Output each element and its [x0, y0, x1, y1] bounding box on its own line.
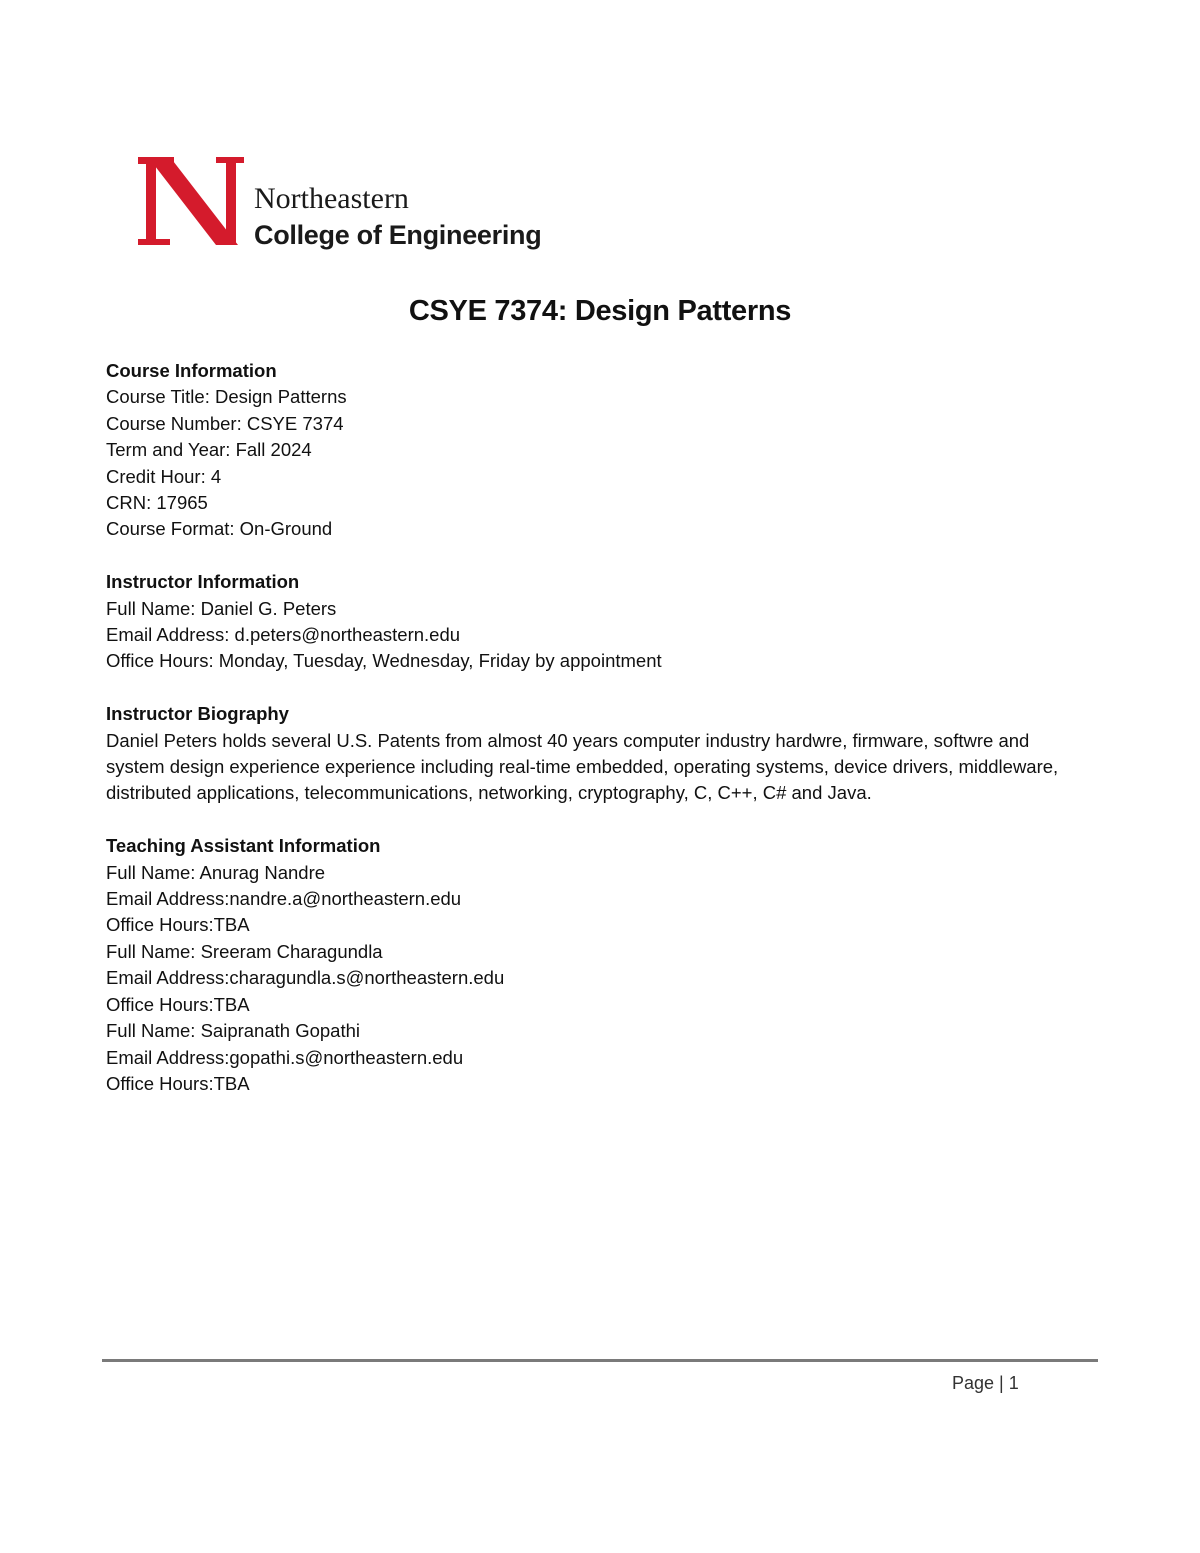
instructor-biography-section	[106, 701, 1086, 807]
n-monogram-icon	[134, 155, 244, 255]
section-heading: Teaching Assistant Information	[106, 835, 381, 857]
footer-divider	[102, 1359, 1098, 1362]
ta-name-line: Full Name: Anurag Nandre	[106, 861, 326, 883]
crn-line: CRN: 17965	[106, 492, 208, 514]
instructor-email-line: Email Address: d.peters@northeastern.edu	[106, 624, 461, 646]
course-number-line: Course Number: CSYE 7374	[106, 412, 344, 434]
credit-hour-line: Credit Hour: 4	[106, 465, 222, 487]
course-title-line: Course Title: Design Patterns	[106, 386, 347, 408]
section-heading: Course Information	[106, 360, 277, 381]
instructor-name-line: Full Name: Daniel G. Peters	[106, 597, 337, 619]
ta-office-hours-line: Office Hours:TBA	[106, 993, 250, 1015]
teaching-assistant-section	[106, 833, 1086, 1097]
biography-paragraph: Daniel Peters holds several U.S. Patents from almost 40 years computer industry hardwre, firmware, softwre and system design experience experience including real-time embedded, operating systems, device drivers, middleware, distributed applications, telecommunications, networking, cryptography, C, C++, C# and Java.	[106, 729, 1059, 804]
logo-university-name: Northeastern	[254, 182, 409, 215]
document-body	[106, 358, 1086, 1124]
ta-email-line: Email Address:nandre.a@northeastern.edu	[106, 888, 462, 910]
document-title: CSYE 7374: Design Patterns	[408, 295, 792, 327]
course-information-section	[106, 358, 1086, 543]
section-heading: Instructor Information	[106, 571, 300, 593]
northeastern-logo	[134, 155, 574, 255]
ta-name-line: Full Name: Saipranath Gopathi	[106, 1020, 360, 1042]
course-format-line: Course Format: On-Ground	[106, 518, 333, 540]
ta-email-line: Email Address:charagundla.s@northeastern.edu	[106, 967, 505, 989]
ta-name-line: Full Name: Sreeram Charagundla	[106, 940, 383, 962]
instructor-office-hours-line: Office Hours: Monday, Tuesday, Wednesday, Friday by appointment	[106, 650, 662, 672]
section-heading: Instructor Biography	[106, 703, 289, 725]
ta-email-line: Email Address:gopathi.s@northeastern.edu	[106, 1046, 464, 1068]
term-year-line: Term and Year: Fall 2024	[106, 439, 312, 461]
ta-office-hours-line: Office Hours:TBA	[106, 1072, 250, 1094]
instructor-information-section	[106, 569, 1086, 675]
page-number: Page | 1	[952, 1373, 1019, 1393]
logo-college-name: College of Engineering	[254, 220, 542, 250]
ta-office-hours-line: Office Hours:TBA	[106, 914, 250, 936]
